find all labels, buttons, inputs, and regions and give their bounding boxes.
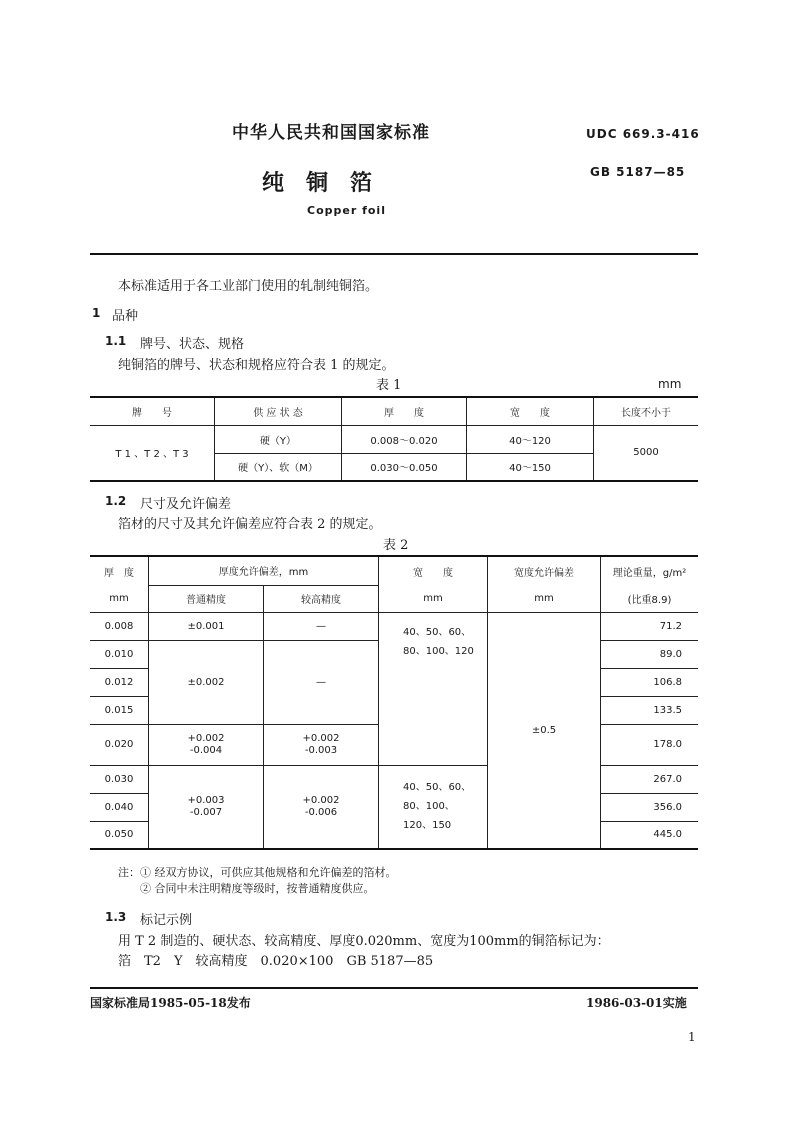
t2-thickness: 0.030 <box>90 765 149 793</box>
t2-tol-normal: ±0.002 <box>149 640 264 724</box>
t2-width-b2: 80、100、 <box>403 801 455 813</box>
t2-tol-high-plus: +0.002 <box>302 794 340 806</box>
t1-header: 长度不小于 <box>594 397 699 425</box>
sec13-text: 用 T 2 制造的、硬状态、较高精度、厚度0.020mm、宽度为100mm的铜箔标记为： <box>118 934 610 949</box>
t1-state: 硬（Y）、软（M） <box>215 453 342 481</box>
t1-header: 供 应 状 态 <box>215 397 342 425</box>
sec1-title: 品种 <box>112 309 139 324</box>
t2-width-a1: 40、50、60、 <box>403 626 472 638</box>
t2-weight: 89.0 <box>601 640 699 668</box>
sec11-num: 1.1 <box>105 334 127 348</box>
t2-thickness: 0.010 <box>90 640 149 668</box>
t2-tol-high: — <box>264 640 379 724</box>
title-english: Copper foil <box>307 204 386 217</box>
t1-thickness: 0.030～0.050 <box>342 453 467 481</box>
t2-width-group-a <box>379 612 488 765</box>
standard-number: GB 5187—85 <box>590 165 686 179</box>
table1-caption: 表 1 <box>376 378 402 393</box>
t2-weight: 71.2 <box>601 612 699 640</box>
sec1-num: 1 <box>92 306 101 320</box>
note-1: ① 经双方协议，可供应其他规格和允许偏差的箔材。 <box>140 866 397 879</box>
t2-tol-normal-minus: -0.004 <box>189 744 223 756</box>
t1-length: 5000 <box>594 425 699 481</box>
t2-width-a2: 80、100、120 <box>403 645 474 657</box>
t2-weight: 445.0 <box>601 821 699 849</box>
t2-tol-high <box>264 765 379 849</box>
t2-tol-high-minus: -0.003 <box>304 744 338 756</box>
standard-org: 中华人民共和国国家标准 <box>232 123 430 143</box>
scope-text: 本标准适用于各工业部门使用的轧制纯铜箔。 <box>118 279 379 294</box>
udc-code: UDC 669.3-416 <box>586 127 700 141</box>
t2-thickness: 0.040 <box>90 793 149 821</box>
t2-tol-normal-plus: +0.003 <box>187 794 225 806</box>
t2-tol-high-minus: -0.006 <box>304 806 338 818</box>
t2-header-width: 宽 度 <box>379 556 488 585</box>
t1-header: 厚 度 <box>342 397 467 425</box>
sec12-title: 尺寸及允许偏差 <box>140 497 232 512</box>
t1-thickness: 0.008～0.020 <box>342 425 467 453</box>
table-2 <box>90 555 698 850</box>
table-1 <box>90 396 698 482</box>
t2-header-tol: 厚度允许偏差，mm <box>149 556 379 585</box>
effective-date: 1986-03-01实施 <box>586 996 687 1010</box>
t2-thickness: 0.050 <box>90 821 149 849</box>
sec11-text: 纯铜箔的牌号、状态和规格应符合表 1 的规定。 <box>118 358 395 373</box>
t2-weight: 356.0 <box>601 793 699 821</box>
sec11-title: 牌号、状态、规格 <box>140 337 245 352</box>
t2-weight: 106.8 <box>601 668 699 696</box>
issued-date: 国家标准局1985-05-18发布 <box>90 996 251 1010</box>
t2-width-b1: 40、50、60、 <box>403 782 472 794</box>
t2-tol-normal <box>149 765 264 849</box>
t2-tol-high-plus: +0.002 <box>302 732 340 744</box>
table1-unit: mm <box>658 377 682 391</box>
sec13-num: 1.3 <box>105 910 127 924</box>
t2-header-high: 较高精度 <box>264 585 379 612</box>
t2-thickness: 0.012 <box>90 668 149 696</box>
t2-weight: 133.5 <box>601 696 699 724</box>
t2-width-b3: 120、150 <box>403 820 452 832</box>
sec12-num: 1.2 <box>105 494 127 508</box>
t2-tol-normal-minus: -0.007 <box>189 806 223 818</box>
sec13-title: 标记示例 <box>140 913 193 928</box>
t1-width: 40～150 <box>467 453 594 481</box>
header-rule <box>90 253 698 255</box>
footer-rule <box>90 987 698 989</box>
t2-thickness: 0.015 <box>90 696 149 724</box>
t1-header: 牌 号 <box>90 397 215 425</box>
sec12-text: 箔材的尺寸及其允许偏差应符合表 2 的规定。 <box>118 517 382 532</box>
t2-header-thickness: 厚 度 <box>90 556 149 585</box>
note-2: ② 合同中未注明精度等级时，按普通精度供应。 <box>140 882 375 895</box>
t2-header-thickness-unit: mm <box>90 585 149 612</box>
page-title: 纯 铜 箔 <box>262 170 373 196</box>
t2-header-width-unit: mm <box>379 585 488 612</box>
t2-header-width-tol-unit: mm <box>488 585 601 612</box>
t2-header-width-tol: 宽度允许偏差 <box>488 556 601 585</box>
t2-width-group-b <box>379 765 488 849</box>
sec13-example: 箔 T2 Y 较高精度 0.020×100 GB 5187—85 <box>118 954 434 969</box>
t2-header-weight-sub: (比重8.9) <box>601 585 699 612</box>
t1-state: 硬（Y） <box>215 425 342 453</box>
notes-label: 注： <box>118 866 140 879</box>
t2-tol-high <box>264 724 379 765</box>
t2-weight: 178.0 <box>601 724 699 765</box>
page-number: 1 <box>688 1030 696 1044</box>
t2-tol-normal <box>149 724 264 765</box>
table2-caption: 表 2 <box>383 538 409 553</box>
t2-weight: 267.0 <box>601 765 699 793</box>
t1-grade: T 1 、T 2 、T 3 <box>90 425 215 481</box>
t2-header-normal: 普通精度 <box>149 585 264 612</box>
t2-tol-high: — <box>264 612 379 640</box>
t2-width-tol: ±0.5 <box>488 612 601 849</box>
t2-header-weight: 理论重量，g/m² <box>601 556 699 585</box>
t2-thickness: 0.020 <box>90 724 149 765</box>
t2-tol-normal-plus: +0.002 <box>187 732 225 744</box>
t2-thickness: 0.008 <box>90 612 149 640</box>
t1-header: 宽 度 <box>467 397 594 425</box>
t1-width: 40～120 <box>467 425 594 453</box>
t2-tol-normal: ±0.001 <box>149 612 264 640</box>
